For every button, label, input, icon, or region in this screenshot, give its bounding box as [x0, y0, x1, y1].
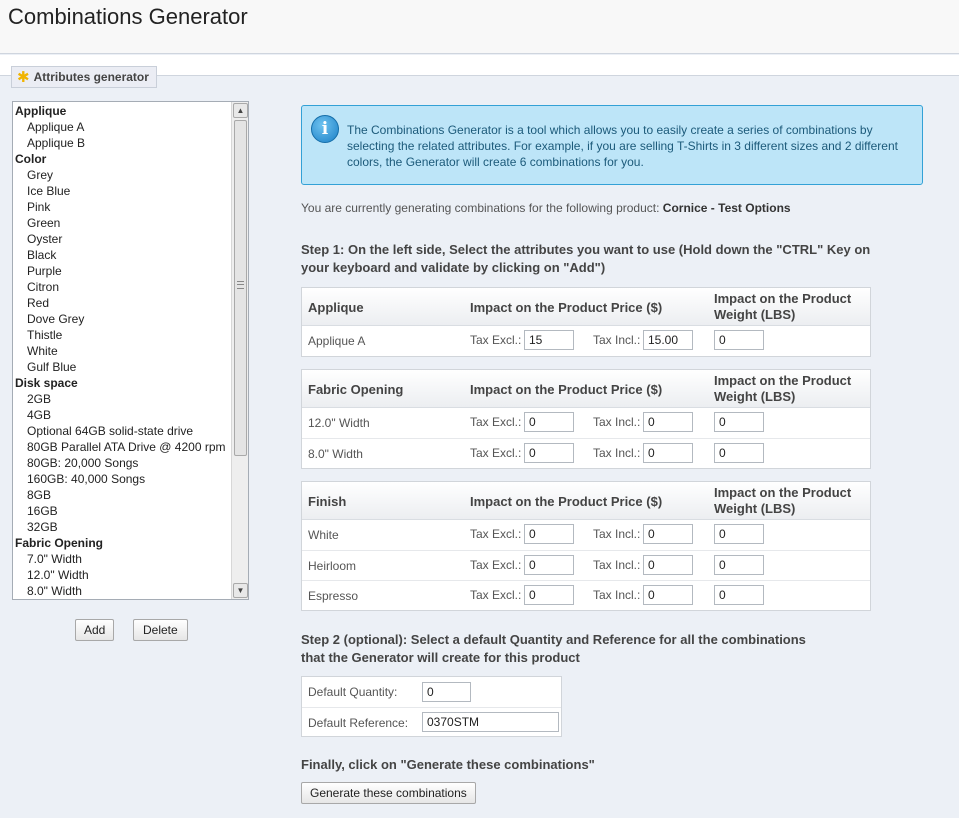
- tax-incl-label: Tax Incl.:: [593, 527, 641, 541]
- generate-combinations-button[interactable]: Generate these combinations: [301, 782, 476, 804]
- default-reference-row: [302, 707, 561, 737]
- attribute-option[interactable]: Applique A: [27, 120, 85, 134]
- tax-incl-label: Tax Incl.:: [593, 333, 641, 347]
- final-instructions: Finally, click on "Generate these combinations": [301, 757, 595, 772]
- table-row: [302, 408, 870, 438]
- title-bar: [0, 0, 959, 54]
- attribute-option[interactable]: Red: [27, 296, 50, 310]
- table-row: [302, 326, 870, 356]
- table-row: [302, 438, 870, 468]
- attribute-option[interactable]: 8.0" Width: [27, 584, 82, 598]
- info-box: [301, 105, 923, 185]
- price-tax-excl-input[interactable]: [524, 585, 574, 605]
- table-row: [302, 550, 870, 580]
- price-tax-excl-input[interactable]: [524, 412, 574, 432]
- price-tax-incl-input[interactable]: [643, 412, 693, 432]
- weight-impact-input[interactable]: [714, 585, 764, 605]
- attribute-option[interactable]: 32GB: [27, 520, 58, 534]
- attribute-option[interactable]: 16GB: [27, 504, 58, 518]
- grip-icon: [237, 281, 244, 289]
- attribute-option[interactable]: 80GB: 20,000 Songs: [27, 456, 139, 470]
- price-tax-incl-input[interactable]: [643, 330, 693, 350]
- price-impact-header: Impact on the Product Price ($): [470, 382, 663, 397]
- weight-impact-input[interactable]: [714, 524, 764, 544]
- default-reference-input[interactable]: [422, 712, 559, 732]
- price-impact-header: Impact on the Product Price ($): [470, 494, 663, 509]
- attribute-group-label: Color: [15, 152, 47, 166]
- step2-instructions: Step 2 (optional): Select a default Quantity and Reference for all the combinations that the Generator will create for this product: [301, 632, 806, 665]
- attribute-group-label: Fabric Opening: [15, 536, 104, 550]
- price-tax-incl-input[interactable]: [643, 524, 693, 544]
- attribute-value-label: Applique A: [308, 334, 366, 348]
- attribute-option[interactable]: 2GB: [27, 392, 52, 406]
- price-tax-incl-input[interactable]: [643, 555, 693, 575]
- attribute-option[interactable]: White: [27, 344, 58, 358]
- weight-impact-input[interactable]: [714, 555, 764, 575]
- attribute-value-label: Espresso: [308, 589, 359, 603]
- attribute-option[interactable]: Green: [27, 216, 61, 230]
- attribute-option[interactable]: Dove Grey: [27, 312, 85, 326]
- table-row: [302, 580, 870, 610]
- default-quantity-row: [302, 677, 561, 707]
- attribute-option[interactable]: Applique B: [27, 136, 86, 150]
- tax-excl-label: Tax Excl.:: [470, 588, 522, 602]
- attributes-select-list[interactable]: [12, 101, 249, 600]
- attribute-group-table: [301, 481, 871, 611]
- price-tax-excl-input[interactable]: [524, 524, 574, 544]
- weight-impact-header: Impact on the Product Weight (LBS): [714, 373, 852, 404]
- scroll-down-arrow-icon[interactable]: ▼: [233, 583, 248, 598]
- attribute-option[interactable]: 12.0" Width: [27, 568, 89, 582]
- tax-excl-label: Tax Excl.:: [470, 415, 522, 429]
- attribute-group-table: [301, 369, 871, 469]
- list-scrollbar[interactable]: [231, 102, 248, 599]
- attribute-option[interactable]: Purple: [27, 264, 62, 278]
- attribute-option[interactable]: 160GB: 40,000 Songs: [27, 472, 146, 486]
- attribute-group-table: [301, 287, 871, 357]
- price-tax-incl-input[interactable]: [643, 585, 693, 605]
- group-table-header: [302, 370, 870, 408]
- info-icon: i: [311, 115, 339, 143]
- tax-incl-label: Tax Incl.:: [593, 415, 641, 429]
- attribute-option[interactable]: Citron: [27, 280, 60, 294]
- tax-incl-label: Tax Incl.:: [593, 446, 641, 460]
- group-name: Applique: [308, 300, 364, 315]
- group-name: Finish: [308, 494, 347, 509]
- product-intro: You are currently generating combinations for the following product:: [301, 201, 660, 215]
- weight-impact-input[interactable]: [714, 412, 764, 432]
- attribute-option[interactable]: Thistle: [27, 328, 63, 342]
- product-line: [301, 201, 791, 215]
- default-reference-label: Default Reference:: [308, 716, 409, 730]
- add-button[interactable]: Add: [75, 619, 114, 641]
- attribute-group-label: Applique: [15, 104, 67, 118]
- tax-excl-label: Tax Excl.:: [470, 558, 522, 572]
- attribute-value-label: White: [308, 528, 339, 542]
- attributes-options[interactable]: [13, 102, 231, 599]
- attribute-value-label: 8.0" Width: [308, 447, 363, 461]
- attribute-option[interactable]: Oyster: [27, 232, 63, 246]
- tax-incl-label: Tax Incl.:: [593, 558, 641, 572]
- attribute-option[interactable]: Black: [27, 248, 57, 262]
- page-title: Combinations Generator: [8, 4, 248, 29]
- attribute-option[interactable]: 4GB: [27, 408, 52, 422]
- attribute-option[interactable]: Grey: [27, 168, 54, 182]
- attribute-option[interactable]: 7.0" Width: [27, 552, 82, 566]
- attribute-option[interactable]: 8GB: [27, 488, 52, 502]
- price-tax-incl-input[interactable]: [643, 443, 693, 463]
- price-impact-header: Impact on the Product Price ($): [470, 300, 663, 315]
- group-name: Fabric Opening: [308, 382, 404, 397]
- attribute-value-label: Heirloom: [308, 559, 357, 573]
- info-text: The Combinations Generator is a tool which allows you to easily create a series of combinations by selecting the related attributes. For example, if you are selling T-Shirts in 3 different sizes and 2 different colors, the Generator will create 6 combinations for you.: [347, 123, 898, 169]
- tax-excl-label: Tax Excl.:: [470, 333, 522, 347]
- tax-excl-label: Tax Excl.:: [470, 527, 522, 541]
- table-row: [302, 520, 870, 550]
- product-name: Cornice - Test Options: [662, 201, 791, 215]
- price-tax-excl-input[interactable]: [524, 555, 574, 575]
- tax-excl-label: Tax Excl.:: [470, 446, 522, 460]
- attribute-option[interactable]: 80GB Parallel ATA Drive @ 4200 rpm: [27, 440, 226, 454]
- scrollbar-thumb[interactable]: [234, 120, 247, 456]
- attribute-option[interactable]: Optional 64GB solid-state drive: [27, 424, 194, 438]
- price-tax-excl-input[interactable]: [524, 443, 574, 463]
- default-quantity-input[interactable]: [422, 682, 471, 702]
- attribute-option[interactable]: Gulf Blue: [27, 360, 77, 374]
- tax-incl-label: Tax Incl.:: [593, 588, 641, 602]
- weight-impact-input[interactable]: [714, 330, 764, 350]
- default-quantity-label: Default Quantity:: [308, 685, 398, 699]
- attribute-option[interactable]: Ice Blue: [27, 184, 71, 198]
- defaults-table: [301, 676, 562, 737]
- weight-impact-header: Impact on the Product Weight (LBS): [714, 485, 852, 516]
- attribute-value-label: 12.0" Width: [308, 416, 370, 430]
- attribute-option[interactable]: Pink: [27, 200, 51, 214]
- star-icon: ✱: [17, 68, 30, 86]
- weight-impact-input[interactable]: [714, 443, 764, 463]
- panel-legend: [11, 66, 157, 88]
- weight-impact-header: Impact on the Product Weight (LBS): [714, 291, 852, 322]
- scroll-up-arrow-icon[interactable]: ▲: [233, 103, 248, 118]
- price-tax-excl-input[interactable]: [524, 330, 574, 350]
- panel-legend-label: Attributes generator: [33, 70, 149, 84]
- group-table-header: [302, 482, 870, 520]
- group-table-header: [302, 288, 870, 326]
- delete-button[interactable]: Delete: [133, 619, 188, 641]
- step1-instructions: Step 1: On the left side, Select the attributes you want to use (Hold down the "CTRL" Key on your keyboard and validate by clicking on "Add"): [301, 242, 871, 275]
- attribute-group-label: Disk space: [15, 376, 78, 390]
